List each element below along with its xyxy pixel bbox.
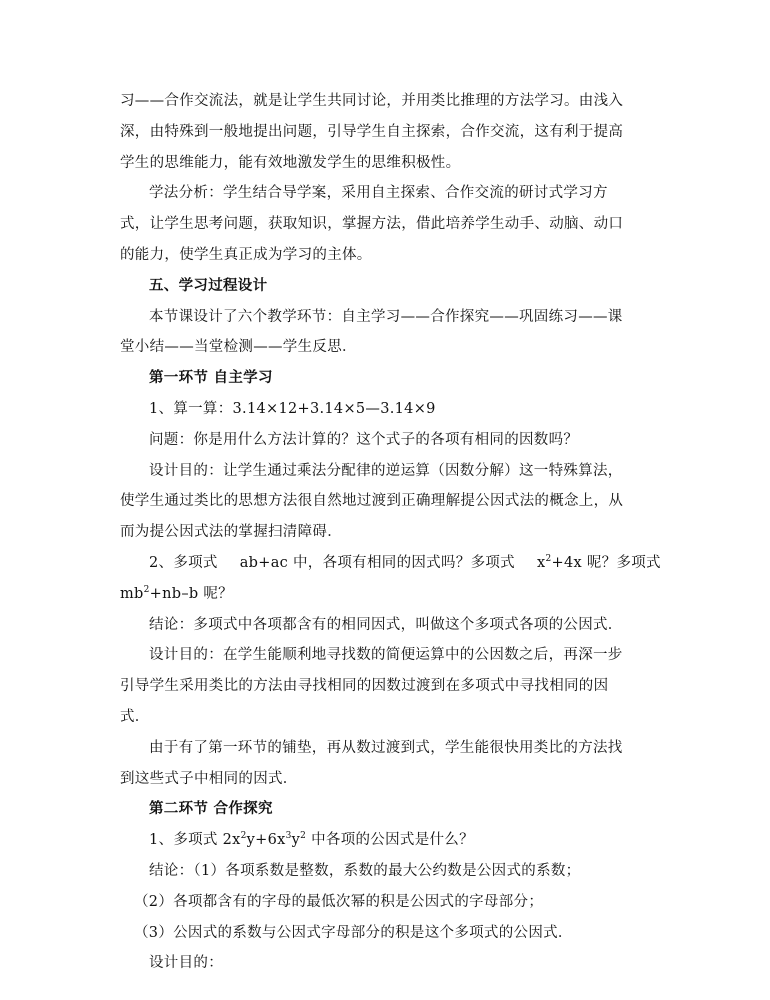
text-run: ab+ac 中，各项有相同的因式吗？多项式 <box>239 554 515 571</box>
paragraph-line: 堂小结——当堂检测——学生反思． <box>120 339 357 356</box>
superscript: 2 <box>300 831 307 842</box>
paragraph-line: 问题：你是用什么方法计算的？这个式子的各项有相同的因数吗？ <box>149 431 579 448</box>
paragraph-line: 深，由特殊到一般地提出问题，引导学生自主探索，合作交流，这有利于提高 <box>120 123 624 140</box>
paragraph-line: 1、算一算：3.14×12+3.14×5—3.14×9 <box>149 400 436 417</box>
paragraph-line: 学法分析：学生结合导学案，采用自主探索、合作交流的研讨式学习方 <box>149 185 608 202</box>
paragraph-line <box>120 579 650 610</box>
paragraph-line: 使学生通过类比的思想方法很自然地过渡到正确理解提公因式法的概念上，从 <box>120 493 624 510</box>
text-run: 中各项的公因式是什么？ <box>306 832 474 849</box>
text-run: x <box>536 554 546 571</box>
paragraph-line: 本节课设计了六个教学环节：自主学习——合作探究——巩固练习——课 <box>149 308 623 325</box>
text-run: y+6x <box>246 832 286 849</box>
paragraph-line: 结论：（1）各项系数是整数，系数的最大公约数是公因式的系数； <box>149 862 581 879</box>
superscript: 2 <box>545 553 552 564</box>
paragraph-line: 设计目的：在学生能顺利地寻找数的简便运算中的公因数之后，再深一步 <box>149 647 623 664</box>
paragraph-line: （2）各项都含有的字母的最低次幂的积是公因式的字母部分； <box>134 893 544 910</box>
subsection-heading: 第二环节 合作探究 <box>149 800 273 818</box>
superscript: 2 <box>143 584 150 595</box>
paragraph-line: （3）公因式的系数与公因式字母部分的积是这个多项式的公因式． <box>134 924 573 941</box>
superscript: 3 <box>285 831 292 842</box>
paragraph-line: 由于有了第一环节的铺垫，再从数过渡到式，学生能很快用类比的方法找 <box>149 739 623 756</box>
paragraph-line <box>120 548 661 579</box>
text-run: 2、多项式 <box>149 554 218 571</box>
paragraph-line: 而为提公因式法的掌握扫清障碍． <box>120 524 342 541</box>
paragraph-line: 结论：多项式中各项都含有的相同因式，叫做这个多项式各项的公因式． <box>149 616 623 633</box>
paragraph-line: 式，让学生思考问题，获取知识，掌握方法，借此培养学生动手、动脑、动口 <box>120 216 624 233</box>
paragraph-line: 式． <box>120 708 150 725</box>
text-run: y <box>291 832 301 849</box>
paragraph-line: 到这些式子中相同的因式． <box>120 770 298 787</box>
paragraph-line <box>120 825 650 856</box>
subsection-heading: 第一环节 自主学习 <box>149 369 273 387</box>
paragraph-line: 的能力，使学生真正成为学习的主体。 <box>120 246 372 263</box>
paragraph-line: 设计目的： <box>149 955 223 972</box>
text-run: mb <box>120 585 144 602</box>
paragraph-line: 习——合作交流法，就是让学生共同讨论，并用类比推理的方法学习。由浅入 <box>120 93 624 109</box>
paragraph-line: 学生的思维能力，能有效地激发学生的思维积极性。 <box>120 154 461 171</box>
text-run: 1、多项式 2x <box>149 832 241 849</box>
superscript: 2 <box>240 831 247 842</box>
section-heading: 五、学习过程设计 <box>149 276 268 294</box>
paragraph-line: 引导学生采用类比的方法由寻找相同的因数过渡到在多项式中寻找相同的因 <box>120 678 609 695</box>
text-run: +4x 呢？多项式 <box>551 554 661 571</box>
text-run: +nb–b 呢？ <box>149 585 233 602</box>
paragraph-line: 设计目的：让学生通过乘法分配律的逆运算（因数分解）这一特殊算法， <box>149 462 623 479</box>
